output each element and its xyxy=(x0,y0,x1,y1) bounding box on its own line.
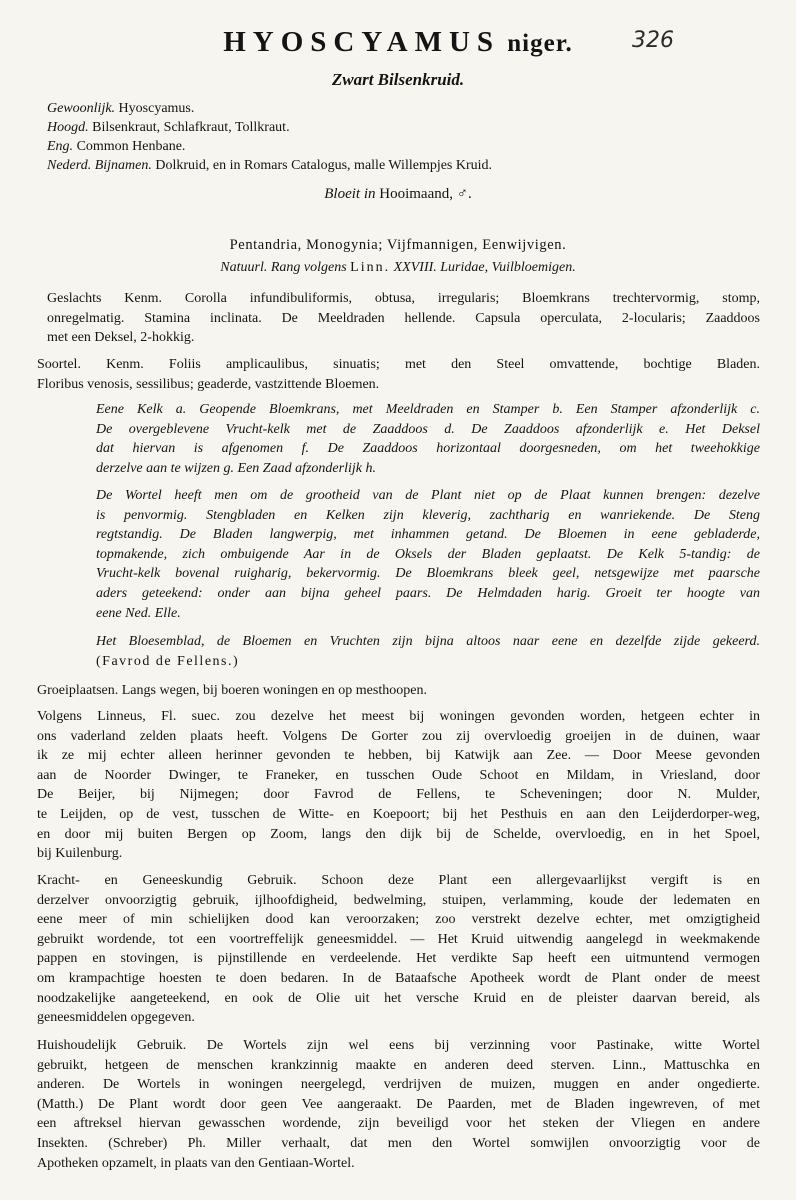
text-line: dat hiervan is afgenomen f. De Zaaddoos horizontaal doorgesneden, om het tweehokkige xyxy=(96,441,760,457)
text-line: anderen. De Wortels in woningen neergelegd, verdrijven de muizen, muggen en ander ongedierte. xyxy=(37,1077,760,1093)
text-line: (Favrod de Fellens.) xyxy=(96,653,240,669)
handwritten-page-number: 326 xyxy=(632,28,674,53)
description-paragraph xyxy=(96,486,760,623)
name-value: Common Henbane. xyxy=(76,139,186,154)
title-genus: HYOSCYAMUS xyxy=(223,26,501,58)
text-line: bij Kuilenburg. xyxy=(37,846,123,862)
habitat-heading xyxy=(37,681,760,701)
name-row xyxy=(47,137,492,156)
text-line: Volgens Linneus, Fl. suec. zou dezelve het meest bij woningen gevonden worden, hetgeen echter in xyxy=(37,709,760,724)
text-line: ik ze mij echter alleen herinner gevonden te hebben, bij Katwijk aan Zee. — Door Meese gevonden xyxy=(37,748,760,764)
text-line: Soortel. Kenm. Foliis amplicaulibus, sinuatis; met den Steel omvattende, bochtige Bladen. xyxy=(37,357,760,372)
name-row xyxy=(47,99,492,118)
bloesem-paragraph xyxy=(96,632,760,671)
name-label: Hoogd. xyxy=(47,120,89,135)
text-line: Apotheken opzamelt, in plaats van den Gentiaan-Wortel. xyxy=(37,1155,355,1171)
text-line: onregelmatig. Stamina inclinata. De Meeldraden hellende. Capsula operculata, 2-locularis; Zaaddoos xyxy=(47,310,760,326)
text-line: en door mij buiten Bergen op Zoom, langs den dijk bij de Schelde, overvloedig, en in het Spoel, xyxy=(37,826,760,842)
common-names xyxy=(47,99,492,175)
text-line: Insekten. (Schreber) Ph. Miller verhaalt, dat men den Wortel somwijlen onvoorzigtig voor de xyxy=(37,1135,760,1151)
page-title xyxy=(0,26,796,59)
text-line: is penvormig. Stengbladen en Kelken zijn kleverig, zachtharig en wanriekende. De Steng xyxy=(96,507,760,523)
figure-legend xyxy=(96,400,760,478)
flowering-value: Hooimaand, ♂. xyxy=(379,186,472,202)
text-line: Vrucht-kelk bovenal ruigharig, bekervormig. De Bloemkrans bleek geel, netsgewijze met paarsche xyxy=(96,566,760,582)
natural-rank xyxy=(0,260,796,276)
text-line: aders geteekend: onder aan bijna geheel paars. De Helmdaden harig. Groeit ter hoogte van xyxy=(96,585,760,601)
text-line: pappen en stovingen, is pijnstillende en verdeelende. Het verdikte Sap heeft een uitmuntend vermogen xyxy=(37,951,760,967)
text-line: Kracht- en Geneeskundig Gebruik. Schoon deze Plant een allergevaarlijkst vergift is en xyxy=(37,873,760,888)
name-row xyxy=(47,156,492,175)
title-species: niger. xyxy=(507,30,573,57)
text-line: noodzakelijke aangeteekend, en ook de Olie uit het versche Kruid en de pleister daarvan bereid, als xyxy=(37,990,760,1006)
text-line: De Beijer, bij Nijmegen; door Favrod de Fellens, te Scheveningen; door N. Mulder, xyxy=(37,787,760,803)
genus-characters xyxy=(47,289,760,348)
text-line: aan de Noorder Dwinger, te Franeker, en tusschen Oude Schoot en Mildam, in Vriesland, door xyxy=(37,767,760,783)
natural-rank-value: XXVIII. Luridae, Vuilbloemigen. xyxy=(393,260,576,275)
linnaean-class: Pentandria, Monogynia; Vijfmannigen, Eenwijvigen. xyxy=(229,237,567,253)
species-characters xyxy=(37,355,760,394)
text-line: te Leijden, op de vest, tusschen de Witte- en Koepoort; bij het Pesthuis en aan den Leijderdorper-weg, xyxy=(37,806,760,822)
text-line: Geslachts Kenm. Corolla infundibuliformis, obtusa, irregularis; Bloemkrans trechtervormig, stomp, xyxy=(47,291,760,306)
text-line: geneesmiddelen opgegeven. xyxy=(37,1010,195,1026)
text-line: derzelver onvoorzigtig gebruik, ijlhoofdigheid, bedwelming, stuipen, verlamming, koude der ledematen en xyxy=(37,892,760,908)
text-line: Floribus venosis, sessilibus; geaderde, vastzittende Bloemen. xyxy=(37,376,380,392)
flowering-line xyxy=(0,186,796,203)
natural-rank-label: Natuurl. Rang volgens xyxy=(220,260,347,275)
text-line: derzelve aan te wijzen g. Een Zaad afzonderlijk h. xyxy=(96,460,376,476)
text-line: gebruikt, hetgeen de menschen krankzinnig maakte en anderen deed sterven. Linn., Mattuschka en xyxy=(37,1057,760,1073)
text-line: topmakende, zich ombuigende Aar in de Oksels der Bladen geplaatst. De Kelk 5-tandig: de xyxy=(96,546,760,562)
name-label: Eng. xyxy=(47,139,74,154)
text-line: een aftreksel hiervan gewasschen wordende, zijn beveiligd voor het steken der Vliegen en andere xyxy=(37,1116,760,1132)
locations-paragraph xyxy=(37,707,760,864)
text-line: met een Deksel, 2-hokkig. xyxy=(47,330,195,346)
page-subtitle: Zwart Bilsenkruid. xyxy=(331,70,465,89)
text-line: De Wortel heeft men om de grootheid van de Plant niet op de Plaat kunnen brengen: dezelve xyxy=(96,488,760,503)
text-line: Eene Kelk a. Geopende Bloemkrans, met Meeldraden en Stamper b. Een Stamper afzonderlijk c. xyxy=(96,402,760,417)
medicinal-use-paragraph xyxy=(37,871,760,1028)
natural-rank-author: Linn. xyxy=(350,260,391,275)
text-line: (Matth.) De Plant wordt door geen Vee aangeraakt. De Paarden, met de Bladen ingewreven, of met xyxy=(37,1096,760,1112)
text-line: Het Bloesemblad, de Bloemen en Vruchten zijn bijna altoos naar eene en dezelfde zijde gekeerd. xyxy=(96,634,760,649)
text-line: regtstandig. De Bladen langwerpig, met inhammen getand. De Bloemen in eene gebladerde, xyxy=(96,527,760,543)
household-use-paragraph xyxy=(37,1036,760,1173)
text-line: Huishoudelijk Gebruik. De Wortels zijn wel eens bij verzinning voor Pastinake, witte Wortel xyxy=(37,1038,760,1053)
text-line: ons vaderland zelden plaats heeft. Volgens De Gorter zou zij overvloedig groeijen in de duinen, waar xyxy=(37,728,760,744)
name-value: Bilsenkraut, Schlafkraut, Tollkraut. xyxy=(92,120,290,135)
flowering-label: Bloeit in xyxy=(324,186,376,202)
text-line: Groeiplaatsen. Langs wegen, bij boeren woningen en op mesthoopen. xyxy=(37,683,427,698)
name-label: Nederd. Bijnamen. xyxy=(47,158,152,173)
name-row xyxy=(47,118,492,137)
text-line: om krampachtige hoesten te doen bedaren. In de Bataafsche Apotheek wordt de Plant onder de meest xyxy=(37,970,760,986)
text-line: eene Ned. Elle. xyxy=(96,605,181,621)
text-line: gebruikt wordende, tot een voortreffelijk geneesmiddel. — Het Kruid uitwendig aangelegd in weekmakende xyxy=(37,931,760,947)
text-line: eene meer of min schielijken dood kan veroorzaken; zoo verstrekt dezelve echter, met omzigtigheid xyxy=(37,912,760,928)
text-line: De overgeblevene Vrucht-kelk met de Zaaddoos d. De Zaaddoos afzonderlijk e. Het Deksel xyxy=(96,421,760,437)
name-label: Gewoonlijk. xyxy=(47,101,116,116)
name-value: Dolkruid, en in Romars Catalogus, malle Willempjes Kruid. xyxy=(155,158,493,173)
name-value: Hyoscyamus. xyxy=(118,101,195,116)
